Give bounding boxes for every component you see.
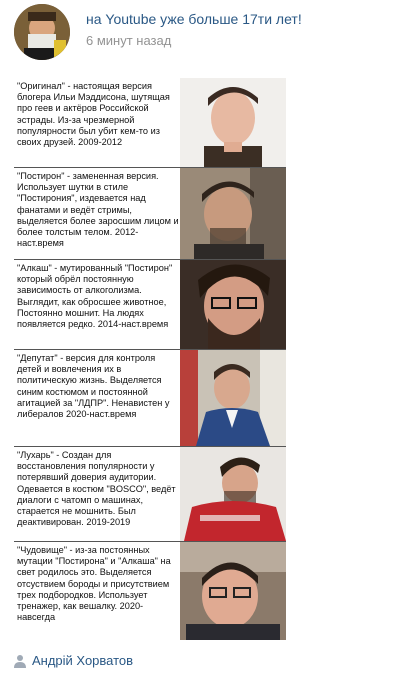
photo-monster bbox=[180, 542, 286, 640]
user-icon bbox=[14, 654, 26, 668]
meme-image[interactable] bbox=[14, 78, 286, 640]
post-author-link[interactable]: на Youtube уже больше 17ти лет! bbox=[86, 11, 302, 27]
meme-row-deputat bbox=[14, 350, 286, 446]
photo-luhar bbox=[180, 447, 286, 541]
meme-row-monster bbox=[14, 542, 286, 640]
avatar-image bbox=[14, 4, 70, 60]
post-timestamp[interactable]: 6 минут назад bbox=[86, 33, 172, 48]
photo-deputat bbox=[180, 350, 286, 446]
meme-row-text: "Алкаш" - мутированный "Постирон" который обрёл постоянную зависимость от алкоголизма. Выглядит, как обросшее животное, Постоянно мошнит. На людях появляется редко. 2014-наст.время bbox=[17, 263, 173, 330]
signer-name-link[interactable]: Андрій Хорватов bbox=[32, 653, 134, 668]
meme-row-postiron bbox=[14, 168, 286, 259]
meme-row-text: "Постирон" - замененная версия. Использует шутки в стиле "Постирония", издевается над фанатами и ведёт стримы, выделяется более заросшим лицом и более толстым телом. 2012-наст.время bbox=[17, 171, 179, 249]
meme-row-alkash bbox=[14, 260, 286, 349]
meme-row-text: "Чудовище" - из-за постоянных мутации "Постирона" и "Алкаша" на свет родилось это. Выделяется отсуствием бороды и присутствием трех подбородков. Использует трeнажер, как вешалку. 2020-навсегда bbox=[17, 545, 171, 623]
meme-row-text: "Лухарь" - Создан для восстановления популярности у потерявший доверия аудитории. Одевается в костюм "BOSCO", ведёт диалоги с чатомп о машинах, старается не мошнить. Был деактивирован. 2019-2019 bbox=[17, 450, 176, 528]
photo-original bbox=[180, 78, 286, 167]
meme-row-original bbox=[14, 78, 286, 167]
post-header bbox=[0, 0, 414, 70]
avatar[interactable] bbox=[14, 4, 70, 60]
meme-row-luhar bbox=[14, 447, 286, 541]
meme-row-text: "Депутат" - версия для контроля детей и вовлечения их в политическую жизнь. Выделяется синим костюмом и постоянной агитацией за "ЛДПР". Ненавистен у либералов 2020-наст.время bbox=[17, 353, 170, 420]
photo-postiron bbox=[180, 168, 286, 259]
meme-row-text: "Оригинал" - настоящая версия блогера Ильи Мэддисона, шутящая про геев и актёров Российской эстрады. Из-за чрезмерной популярности был убит кем-то из своих друзей. 2009-2012 bbox=[17, 81, 170, 148]
photo-alkash bbox=[180, 260, 286, 349]
